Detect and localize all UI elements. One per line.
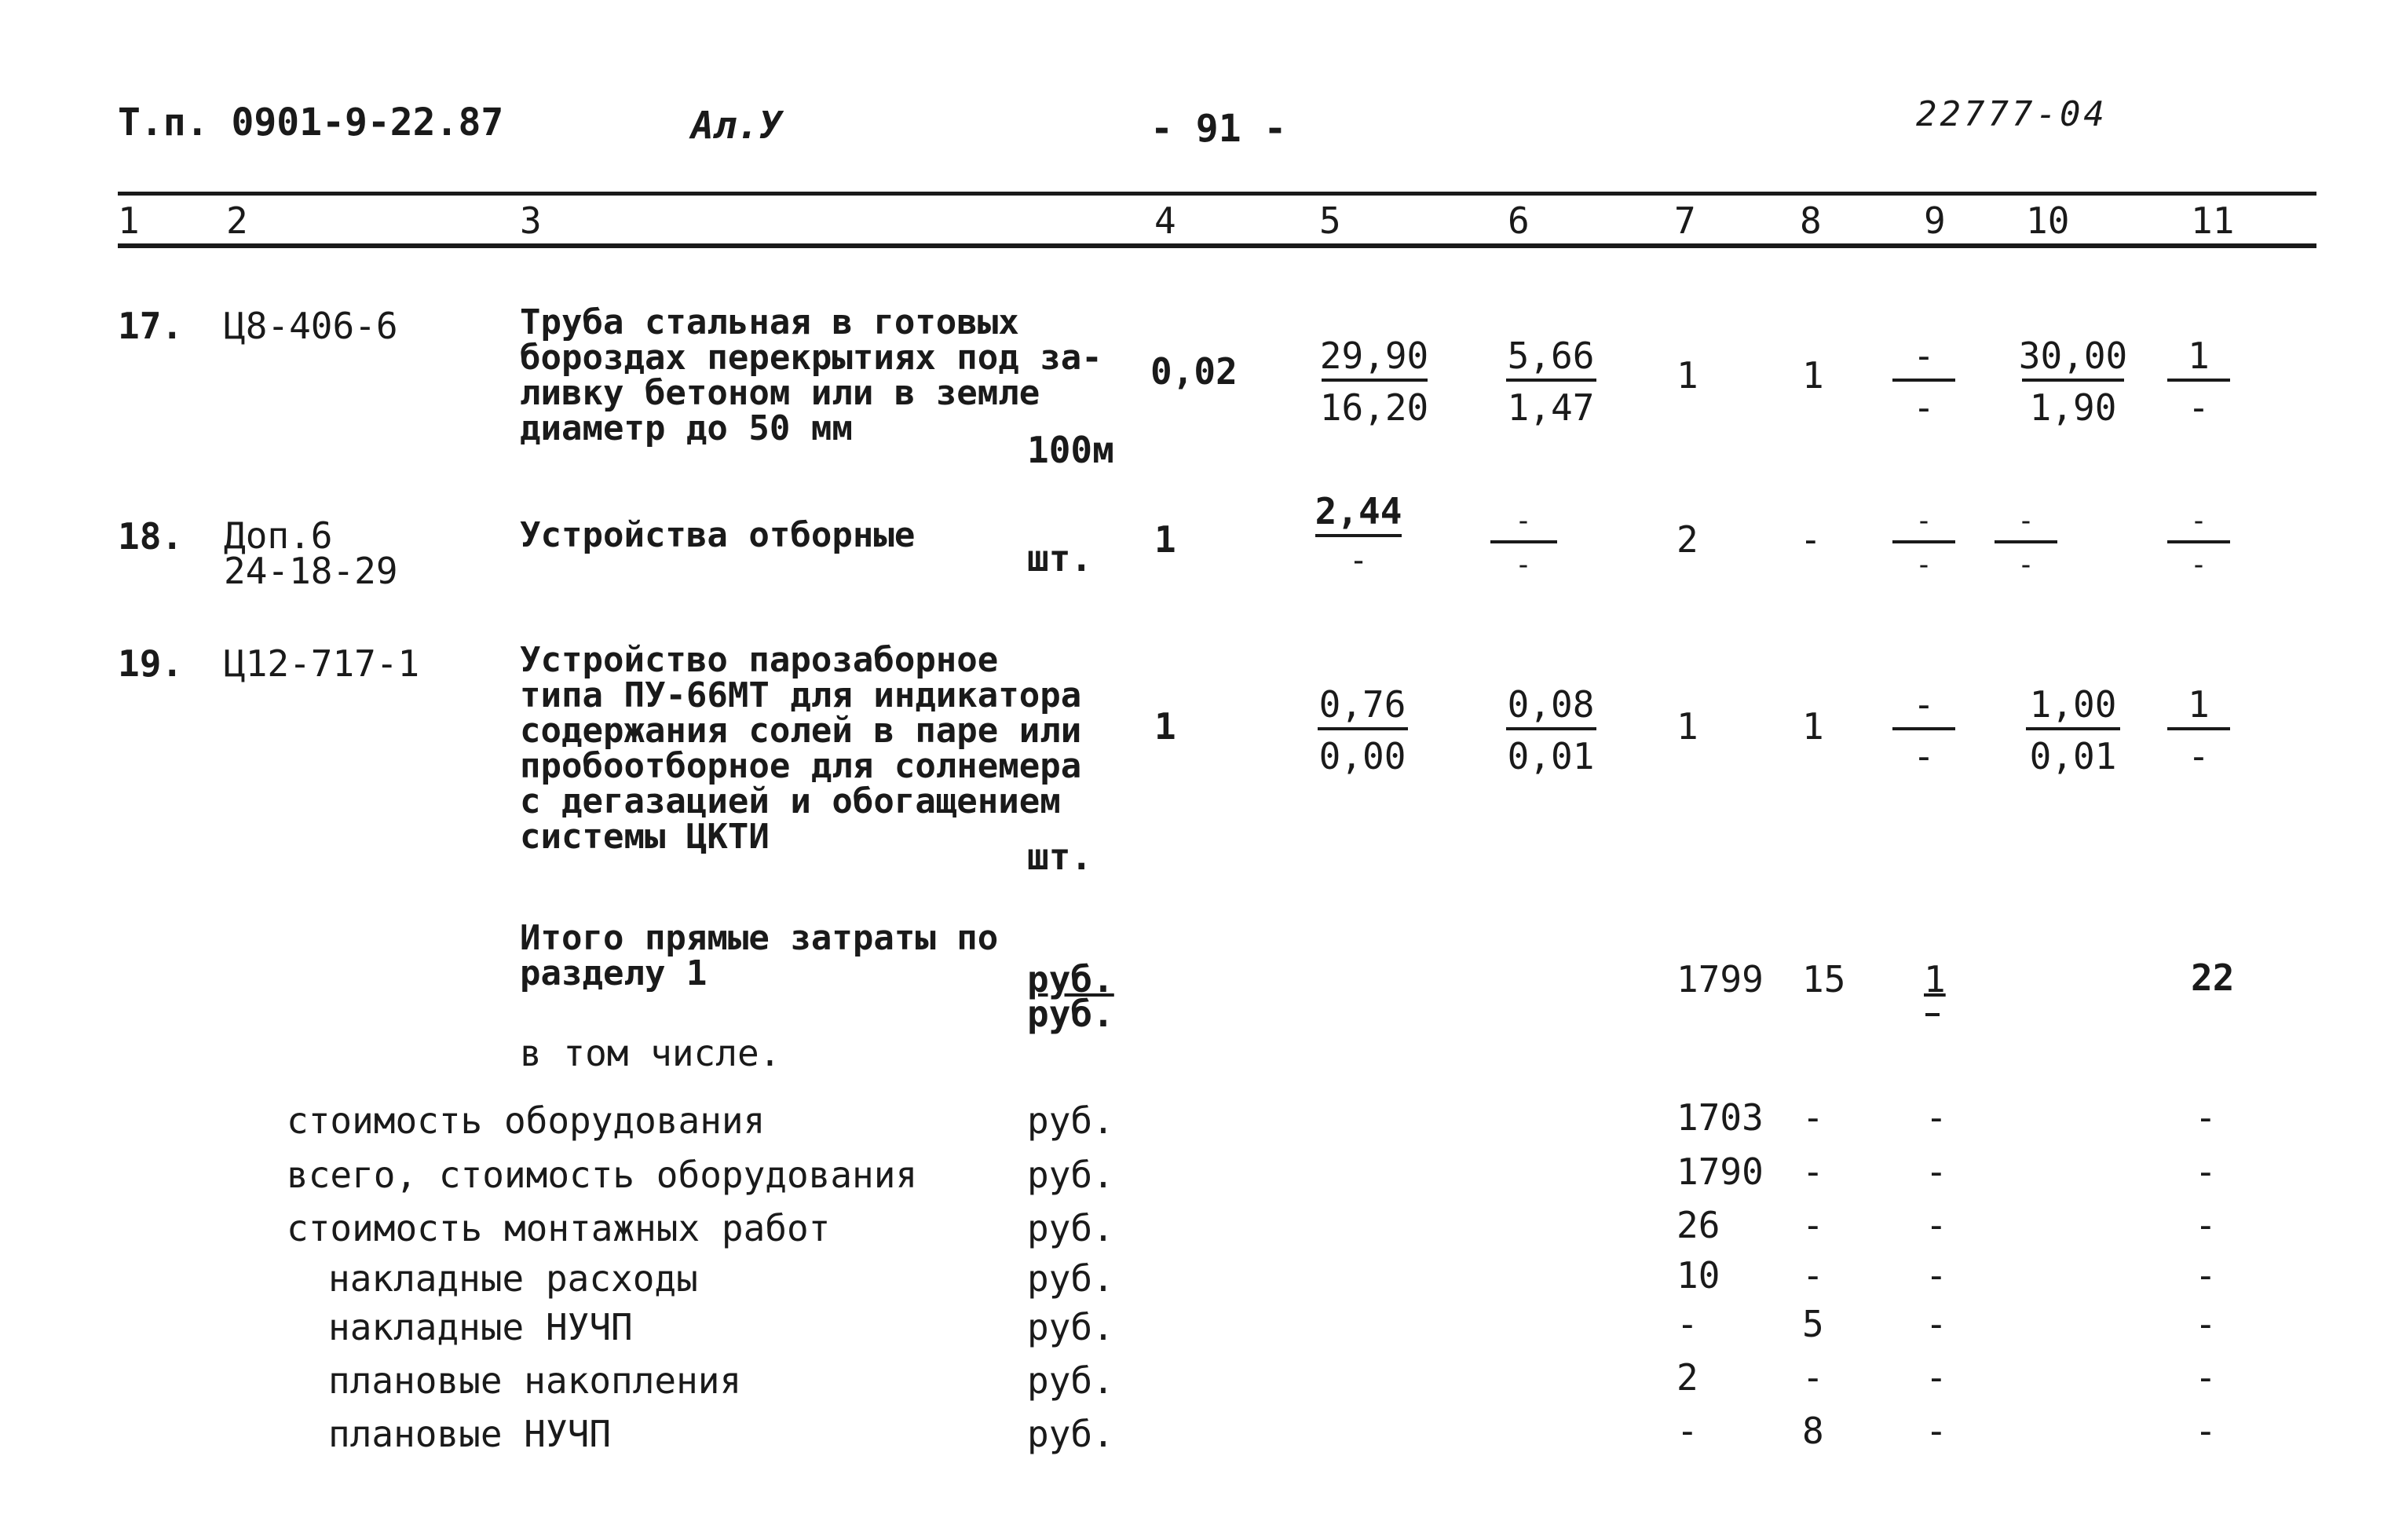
total-unit-top: руб. xyxy=(1027,958,1114,1000)
quantity: 1 xyxy=(1154,518,1176,561)
fraction-bottom: - xyxy=(2017,549,2035,581)
breakdown-column-9: - xyxy=(1925,1410,1947,1452)
fraction-bottom: - xyxy=(1348,543,1369,579)
wages-fraction xyxy=(1492,335,1610,429)
unit-cost-fraction xyxy=(1311,490,1406,579)
fraction-bottom: 0,00 xyxy=(1318,735,1406,777)
fraction-top: 2,44 xyxy=(1314,490,1402,532)
breakdown-column-9: - xyxy=(1925,1150,1947,1193)
breakdown-column-7: - xyxy=(1676,1303,1698,1345)
fraction-top: 5,66 xyxy=(1507,335,1595,377)
fraction-top: - xyxy=(1515,505,1532,537)
column-10-fraction xyxy=(2014,335,2132,429)
column-header-2: 2 xyxy=(226,199,248,242)
column-header-9: 9 xyxy=(1924,199,1946,242)
breakdown-column-11: - xyxy=(2195,1254,2217,1297)
breakdown-label: плановые накопления xyxy=(328,1359,742,1402)
column-11-fraction xyxy=(2155,683,2242,777)
breakdown-column-9: - xyxy=(1925,1356,1947,1399)
fraction-top: 0,08 xyxy=(1507,683,1595,726)
breakdown-column-7: 26 xyxy=(1676,1204,1720,1246)
fraction-top: - xyxy=(1915,505,1932,537)
breakdown-column-9: - xyxy=(1925,1204,1947,1246)
column-header-7: 7 xyxy=(1674,199,1696,242)
column-7-value: 1 xyxy=(1676,354,1698,397)
column-header-8: 8 xyxy=(1800,199,1822,242)
fraction-bottom: - xyxy=(2188,386,2210,429)
breakdown-column-8: - xyxy=(1802,1254,1824,1297)
fraction-top: 1,00 xyxy=(2029,683,2117,726)
fraction-bottom: - xyxy=(2188,735,2210,777)
breakdown-unit: руб. xyxy=(1027,1099,1114,1142)
total-column-9-dash xyxy=(1925,1013,1940,1016)
fraction-top: 30,00 xyxy=(2018,335,2128,377)
column-9-fraction xyxy=(1877,335,1971,429)
breakdown-column-11: - xyxy=(2195,1096,2217,1139)
price-code: Доп.6 24-18-29 xyxy=(224,514,398,592)
price-code: Ц12-717-1 xyxy=(224,642,420,685)
column-11-fraction xyxy=(2159,507,2238,580)
breakdown-column-8: 8 xyxy=(1802,1410,1824,1452)
column-header-10: 10 xyxy=(2026,199,2070,242)
fraction-bottom: - xyxy=(2190,549,2207,581)
item-description: Устройство парозаборное типа ПУ-66МТ для индикатора содержания солей в паре или пробоотборное для солнемера с дегазацией и обогащением системы ЦКТИ xyxy=(520,640,1082,857)
column-8-value: 1 xyxy=(1802,705,1824,748)
breakdown-column-8: 5 xyxy=(1802,1303,1824,1345)
total-column-9: 1 xyxy=(1924,958,1946,1000)
column-7-value: 1 xyxy=(1676,705,1698,748)
item-description: Труба стальная в готовых бороздах перекрытиях под за- ливку бетоном или в земле диаметр до 50 мм xyxy=(520,302,1102,448)
breakdown-column-11: - xyxy=(2195,1150,2217,1193)
fraction-bottom: 16,20 xyxy=(1319,386,1429,429)
breakdown-label: всего, стоимость оборудования xyxy=(287,1154,918,1196)
column-header-3: 3 xyxy=(520,199,542,242)
album-number: Ал.У xyxy=(691,104,782,148)
total-column-8: 15 xyxy=(1802,958,1846,1000)
unit-cost-fraction xyxy=(1307,683,1417,777)
breakdown-label: стоимость оборудования xyxy=(287,1099,766,1142)
total-column-11: 22 xyxy=(2191,957,2235,999)
column-10-fraction xyxy=(1987,507,2065,580)
column-header-4: 4 xyxy=(1154,199,1176,242)
unit: шт. xyxy=(1027,836,1093,878)
breakdown-unit: руб. xyxy=(1027,1207,1114,1249)
fraction-bottom: - xyxy=(1913,386,1935,429)
fraction-top: - xyxy=(1913,683,1935,726)
fraction-top: - xyxy=(2017,505,2035,537)
breakdown-column-11: - xyxy=(2195,1303,2217,1345)
breakdown-column-7: 1790 xyxy=(1676,1150,1764,1193)
breakdown-label: накладные расходы xyxy=(328,1257,698,1300)
breakdown-unit: руб. xyxy=(1027,1359,1114,1402)
breakdown-unit: руб. xyxy=(1027,1413,1114,1455)
column-8-value: 1 xyxy=(1802,354,1824,397)
breakdown-column-11: - xyxy=(2195,1356,2217,1399)
fraction-bottom: - xyxy=(1913,735,1935,777)
column-7-value: 2 xyxy=(1676,518,1698,561)
wages-fraction xyxy=(1476,507,1570,580)
breakdown-column-7: 10 xyxy=(1676,1254,1720,1297)
breakdown-column-9: - xyxy=(1925,1096,1947,1139)
column-header-5: 5 xyxy=(1319,199,1341,242)
fraction-bottom: 0,01 xyxy=(1507,735,1595,777)
column-header-6: 6 xyxy=(1508,199,1530,242)
breakdown-column-7: 2 xyxy=(1676,1356,1698,1399)
quantity: 1 xyxy=(1154,705,1176,748)
fraction-top: 0,76 xyxy=(1318,683,1406,726)
column-9-fraction xyxy=(1885,507,1963,580)
fraction-top: - xyxy=(1913,335,1935,377)
including-label: в том числе. xyxy=(520,1032,781,1074)
unit: 100м xyxy=(1027,429,1114,471)
header-top-rule xyxy=(118,192,2316,196)
quantity: 0,02 xyxy=(1150,350,1238,393)
total-column-7: 1799 xyxy=(1676,958,1764,1000)
breakdown-unit: руб. xyxy=(1027,1257,1114,1300)
document-code: Т.п. 0901-9-22.87 xyxy=(118,101,504,144)
row-number: 19. xyxy=(118,642,184,685)
fraction-top: 1 xyxy=(2188,683,2210,726)
breakdown-column-9: - xyxy=(1925,1254,1947,1297)
column-header-11: 11 xyxy=(2191,199,2235,242)
fraction-bottom: 1,47 xyxy=(1507,386,1595,429)
breakdown-column-8: - xyxy=(1802,1356,1824,1399)
breakdown-column-8: - xyxy=(1802,1150,1824,1193)
fraction-top: 29,90 xyxy=(1319,335,1429,377)
row-number: 17. xyxy=(118,305,184,347)
breakdown-column-8: - xyxy=(1802,1096,1824,1139)
breakdown-column-9: - xyxy=(1925,1303,1947,1345)
breakdown-unit: руб. xyxy=(1027,1306,1114,1348)
total-label: Итого прямые затраты по разделу 1 xyxy=(520,918,999,993)
header-bottom-rule xyxy=(118,243,2316,248)
fraction-bottom: - xyxy=(1915,549,1932,581)
total-unit-bottom: руб. xyxy=(1027,993,1114,1035)
column-10-fraction xyxy=(2014,683,2132,777)
fraction-bottom: 1,90 xyxy=(2029,386,2117,429)
inventory-number: 22777-04 xyxy=(1916,94,2108,134)
wages-fraction xyxy=(1492,683,1610,777)
breakdown-unit: руб. xyxy=(1027,1154,1114,1196)
item-description: Устройства отборные xyxy=(520,515,916,555)
column-8-value: - xyxy=(1800,518,1822,561)
breakdown-column-11: - xyxy=(2195,1410,2217,1452)
column-header-1: 1 xyxy=(118,199,140,242)
fraction-top: 1 xyxy=(2188,335,2210,377)
column-9-fraction xyxy=(1877,683,1971,777)
fraction-top: - xyxy=(2190,505,2207,537)
unit: шт. xyxy=(1027,537,1093,580)
fraction-bottom: 0,01 xyxy=(2029,735,2117,777)
page-number: - 91 - xyxy=(1150,107,1287,151)
breakdown-column-11: - xyxy=(2195,1204,2217,1246)
row-number: 18. xyxy=(118,515,184,558)
column-11-fraction xyxy=(2155,335,2242,429)
breakdown-label: плановые НУЧП xyxy=(328,1413,612,1455)
breakdown-label: стоимость монтажных работ xyxy=(287,1207,831,1249)
breakdown-column-7: 1703 xyxy=(1676,1096,1764,1139)
unit-cost-fraction xyxy=(1315,335,1433,429)
breakdown-column-7: - xyxy=(1676,1410,1698,1452)
breakdown-label: накладные НУЧП xyxy=(328,1306,633,1348)
price-code: Ц8-406-6 xyxy=(224,305,398,347)
breakdown-column-8: - xyxy=(1802,1204,1824,1246)
fraction-bottom: - xyxy=(1515,549,1532,581)
